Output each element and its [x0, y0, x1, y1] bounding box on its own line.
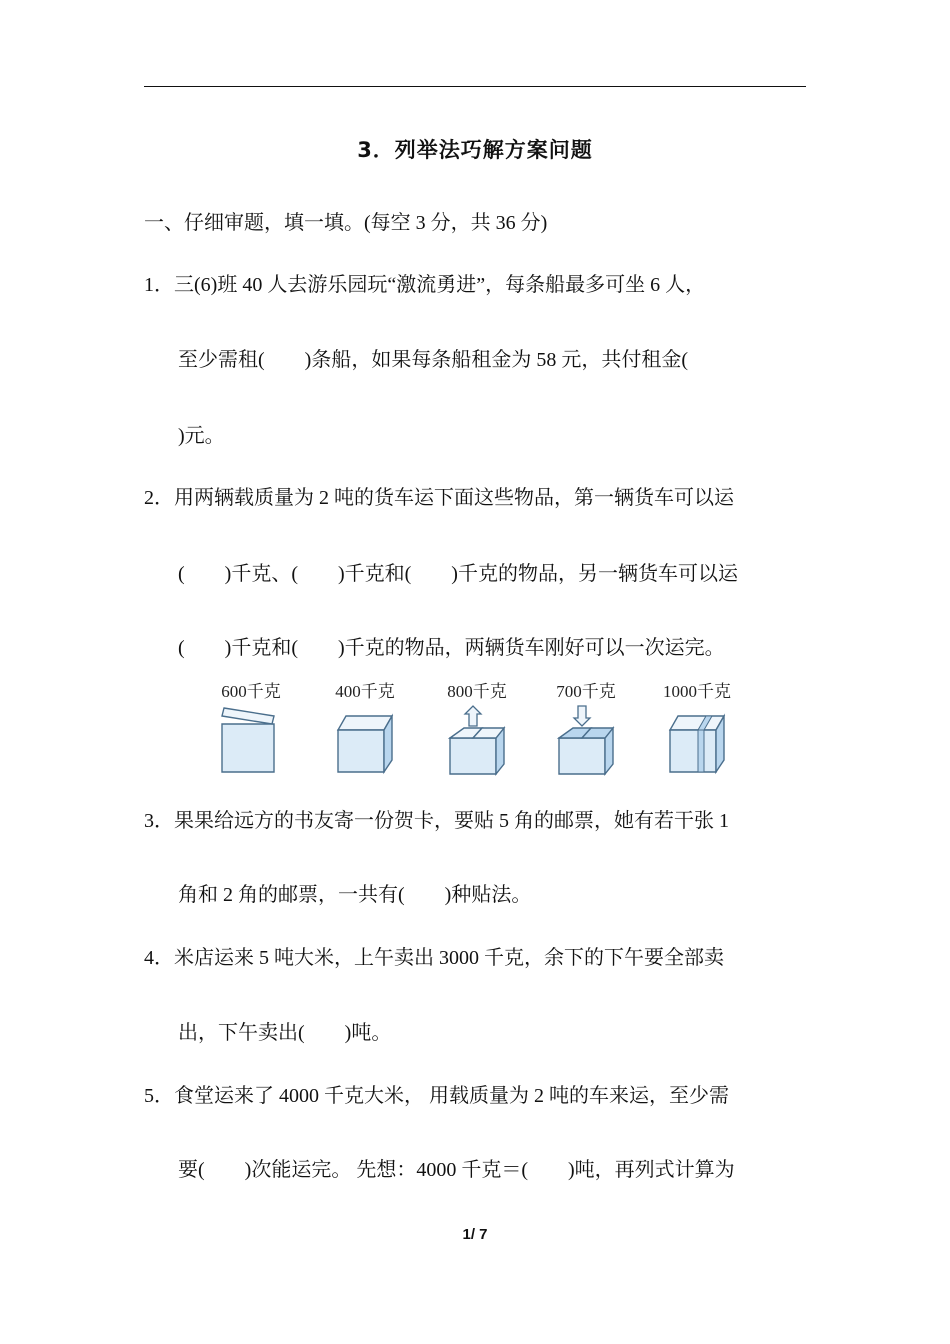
q2-line3: ( )千克和( )千克的物品，两辆货车刚好可以一次运完。: [178, 637, 725, 659]
box-label: 700千克: [556, 682, 616, 701]
page-number: 1/ 7: [462, 1226, 488, 1243]
page-title: 3．列举法巧解方案问题: [357, 138, 593, 162]
box-item-700: [541, 682, 631, 776]
q3-line1: 3．果果给远方的书友寄一份贺卡，要贴 5 角的邮票，她有若干张 1: [144, 810, 729, 832]
box-label: 400千克: [335, 682, 395, 701]
box-item-400: [320, 682, 410, 776]
q4-line2: 出，下午卖出( )吨。: [178, 1022, 392, 1044]
q1-line2: 至少需租( )条船，如果每条船租金为 58 元，共付租金(: [178, 349, 688, 371]
box-arrow-down-icon: [551, 704, 621, 776]
header-rule: [144, 86, 806, 87]
q3-line2: 角和 2 角的邮票，一共有( )种贴法。: [178, 884, 532, 906]
box-arrow-up-icon: [442, 704, 512, 776]
q1-line3: )元。: [178, 425, 225, 447]
box-item-1000: [652, 682, 742, 776]
q4-line1: 4．米店运来 5 吨大米，上午卖出 3000 千克，余下的下午要全部卖: [144, 947, 724, 969]
box-item-600: [206, 682, 296, 776]
q2-line2: ( )千克、( )千克和( )千克的物品，另一辆货车可以运: [178, 563, 738, 585]
box-label: 600千克: [221, 682, 281, 701]
section-heading: 一、仔细审题，填一填。(每空 3 分，共 36 分): [144, 212, 548, 234]
taped-box-icon: [662, 704, 732, 776]
box-item-800: [432, 682, 522, 776]
closed-box-icon: [330, 704, 400, 776]
box-label: 800千克: [447, 682, 507, 701]
q5-line2: 要( )次能运完。 先想：4000 千克＝( )吨，再列式计算为: [178, 1159, 735, 1181]
q2-line1: 2．用两辆载质量为 2 吨的货车运下面这些物品，第一辆货车可以运: [144, 487, 734, 509]
box-illustrations: [200, 682, 760, 782]
q5-line1: 5．食堂运来了 4000 千克大米， 用载质量为 2 吨的车来运，至少需: [144, 1085, 729, 1107]
box-label: 1000千克: [663, 682, 731, 701]
open-lid-box-icon: [216, 704, 286, 776]
q1-line1: 1．三(6)班 40 人去游乐园玩“激流勇进”，每条船最多可坐 6 人，: [144, 274, 706, 296]
